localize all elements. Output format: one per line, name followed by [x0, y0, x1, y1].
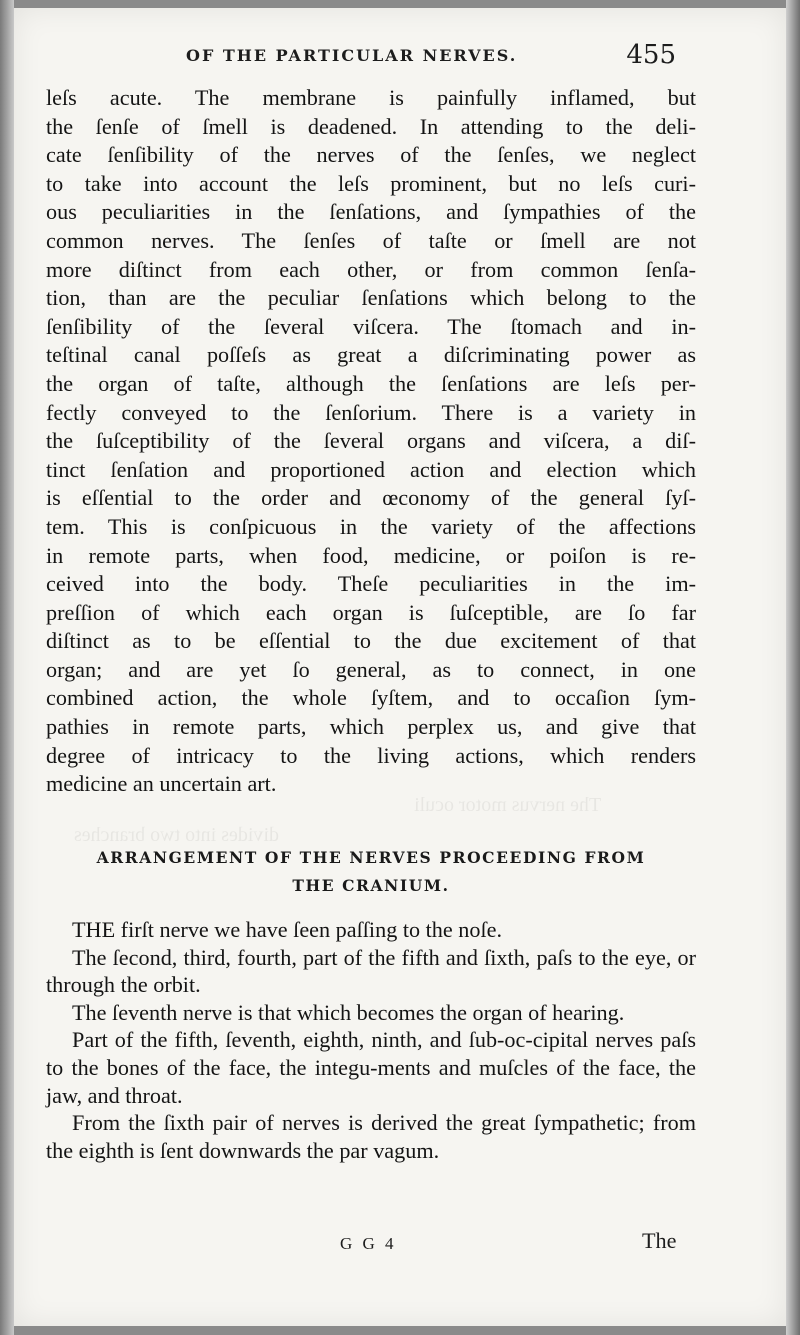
text-line: is eſſential to the order and œconomy of the general ſyſ-	[46, 485, 696, 511]
text-line: cate ſenſibility of the nerves of the ſenſes, we neglect	[46, 142, 696, 168]
text-line: medicine an uncertain art.	[46, 771, 277, 797]
paragraph: From the ſixth pair of nerves is derived the great ſympathetic; from the eighth is ſent downwards the par vagum.	[46, 1110, 696, 1163]
text-line: to take into account the leſs prominent, but no leſs curi-	[46, 170, 696, 196]
text-line: common nerves. The ſenſes of taſte or ſmell are not	[46, 227, 696, 253]
section-heading-line: ARRANGEMENT OF THE NERVES PROCEEDING FROM	[96, 848, 646, 867]
running-head: OF THE PARTICULAR NERVES.	[186, 46, 518, 65]
text-line: ceived into the body. Theſe peculiarities in the im-	[46, 571, 696, 597]
signature-mark: G G 4	[340, 1234, 397, 1253]
text-line: organ; and are yet ſo general, as to connect, in one	[46, 656, 696, 682]
section-heading-line: THE CRANIUM.	[292, 876, 450, 895]
paragraph: The ſeventh nerve is that which becomes the organ of hearing.	[72, 999, 625, 1025]
text-line: combined action, the whole ſyſtem, and to occaſion ſym-	[46, 685, 696, 711]
main-paragraph	[46, 84, 696, 799]
text-line: fectly conveyed to the ſenſorium. There is a variety in	[46, 399, 696, 425]
page-header	[14, 40, 786, 80]
text-line: ſenſibility of the ſeveral viſcera. The ſtomach and in-	[46, 313, 696, 339]
right-page-edge	[786, 0, 800, 1335]
book-page	[14, 8, 786, 1326]
left-page-edge	[0, 0, 14, 1335]
text-line: tem. This is conſpicuous in the variety of the affections	[46, 513, 696, 539]
text-line: diſtinct as to be eſſential to the due excitement of that	[46, 628, 696, 654]
page-footer	[14, 1226, 786, 1266]
text-line: tinct ſenſation and proportioned action and election which	[46, 456, 696, 482]
section-heading	[46, 844, 696, 900]
text-line: preſſion of which each organ is ſuſceptible, are ſo far	[46, 599, 696, 625]
text-line: ous peculiarities in the ſenſations, and ſympathies of the	[46, 199, 696, 225]
text-line: in remote parts, when food, medicine, or poiſon is re-	[46, 542, 696, 568]
text-line: degree of intricacy to the living actions, which renders	[46, 742, 696, 768]
catchword: The	[642, 1228, 677, 1253]
text-line: leſs acute. The membrane is painfully inflamed, but	[46, 85, 696, 110]
section-body	[46, 916, 696, 1164]
show-through-text: divides into two branches	[74, 824, 279, 846]
paragraph: THE firſt nerve we have ſeen paſſing to the noſe.	[72, 917, 503, 942]
text-line: teſtinal canal poſſeſs as great a diſcriminating power as	[46, 342, 696, 368]
text-line: more diſtinct from each other, or from common ſenſa-	[46, 256, 696, 282]
text-line: the organ of taſte, although the ſenſations are leſs per-	[46, 370, 696, 396]
text-line: tion, than are the peculiar ſenſations which belong to the	[46, 285, 696, 311]
paragraph: The ſecond, third, fourth, part of the fifth and ſixth, paſs to the eye, or through the orbit.	[46, 944, 696, 998]
show-through-text: The nervus motor oculi	[414, 794, 602, 816]
text-line: the ſuſceptibility of the ſeveral organs and viſcera, a diſ-	[46, 428, 696, 454]
text-line: the ſenſe of ſmell is deadened. In attending to the deli-	[46, 113, 696, 139]
text-line: pathies in remote parts, which perplex us, and give that	[46, 714, 696, 740]
page-number: 455	[626, 40, 676, 70]
paragraph: Part of the fifth, ſeventh, eighth, ninth, and ſub-oc-cipital nerves paſs to the bones of the face, the integu-ments and muſcles of the face, the jaw, and throat.	[46, 1027, 696, 1108]
